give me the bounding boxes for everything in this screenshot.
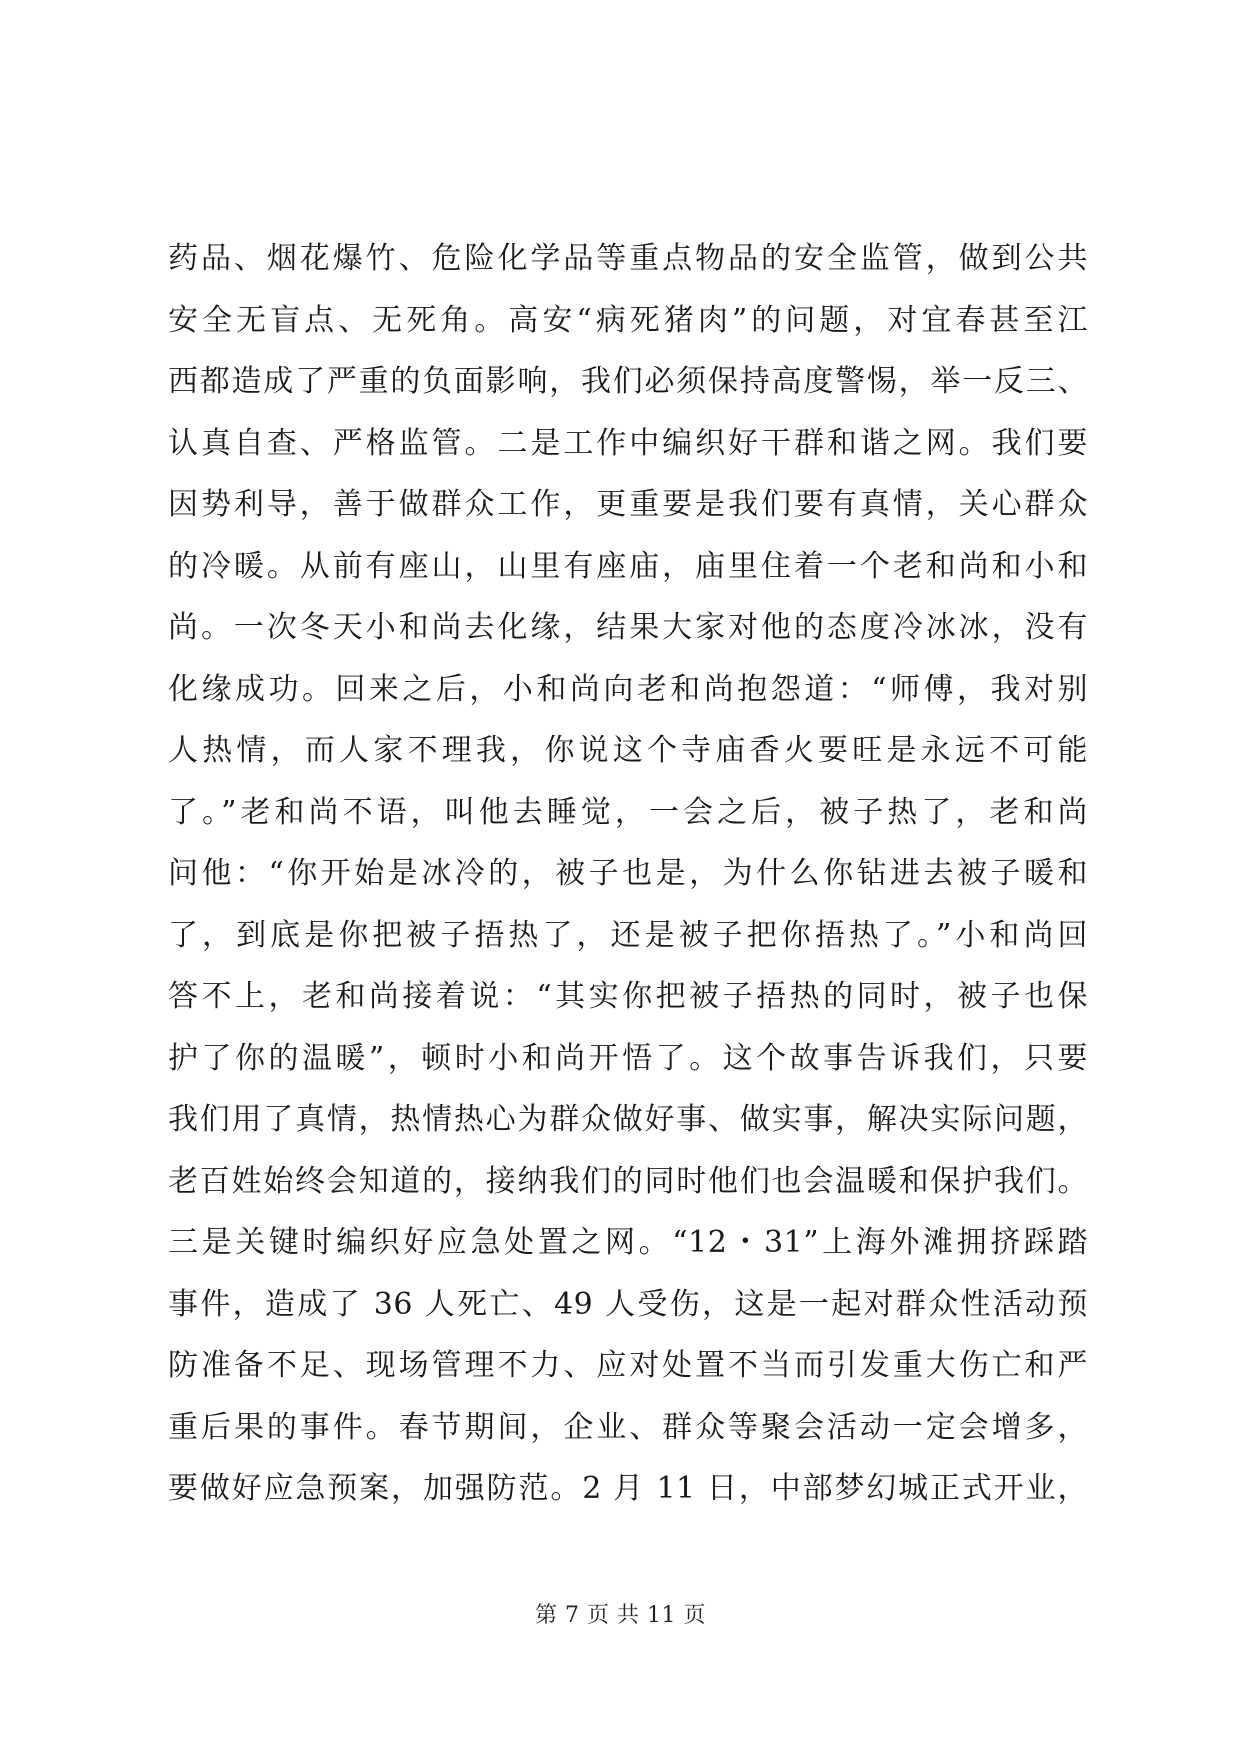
text-line: 问他：“你开始是冰冷的，被子也是，为什么你钻进去被子暖和	[168, 856, 1088, 891]
text-line: 人热情，而人家不理我，你说这个寺庙香火要旺是永远不可能	[168, 733, 1088, 768]
text-line: 防准备不足、现场管理不力、应对处置不当而引发重大伤亡和严	[168, 1348, 1088, 1383]
page-number-footer: 第 7 页 共 11 页	[535, 1603, 706, 1628]
body-text	[168, 228, 1088, 1520]
text-line: 要做好应急预案，加强防范。2 月 11 日，中部梦幻城正式开业，	[168, 1471, 1088, 1506]
text-line: 了。”老和尚不语，叫他去睡觉，一会之后，被子热了，老和尚	[168, 794, 1088, 830]
text-line: 答不上，老和尚接着说：“其实你把被子捂热的同时，被子也保	[168, 979, 1088, 1014]
text-line: 认真自查、严格监管。二是工作中编织好干群和谐之网。我们要	[168, 425, 1088, 461]
text-line: 护了你的温暖”，顿时小和尚开悟了。这个故事告诉我们，只要	[168, 1040, 1088, 1076]
text-line: 我们用了真情，热情热心为群众做好事、做实事，解决实际问题，	[168, 1102, 1088, 1137]
text-line: 化缘成功。回来之后，小和尚向老和尚抱怨道：“师傅，我对别	[168, 671, 1088, 707]
text-line: 老百姓始终会知道的，接纳我们的同时他们也会温暖和保护我们。	[168, 1163, 1088, 1199]
text-line: 安全无盲点、无死角。高安“病死猪肉”的问题，对宜春甚至江	[168, 302, 1088, 338]
text-line: 药品、烟花爆竹、危险化学品等重点物品的安全监管，做到公共	[168, 241, 1088, 276]
text-line: 尚。一次冬天小和尚去化缘，结果大家对他的态度冷冰冰，没有	[168, 610, 1088, 645]
text-line: 事件，造成了 36 人死亡、49 人受伤，这是一起对群众性活动预	[168, 1286, 1088, 1322]
text-line: 了，到底是你把被子捂热了，还是被子把你捂热了。”小和尚回	[168, 917, 1088, 953]
text-line: 三是关键时编织好应急处置之网。“12・31”上海外滩拥挤踩踏	[168, 1225, 1088, 1260]
text-line: 西都造成了严重的负面影响，我们必须保持高度警惕，举一反三、	[168, 364, 1088, 399]
text-line: 重后果的事件。春节期间，企业、群众等聚会活动一定会增多，	[168, 1409, 1088, 1445]
text-line: 的冷暖。从前有座山，山里有座庙，庙里住着一个老和尚和小和	[168, 548, 1088, 584]
text-line: 因势利导，善于做群众工作，更重要是我们要有真情，关心群众	[168, 487, 1088, 522]
